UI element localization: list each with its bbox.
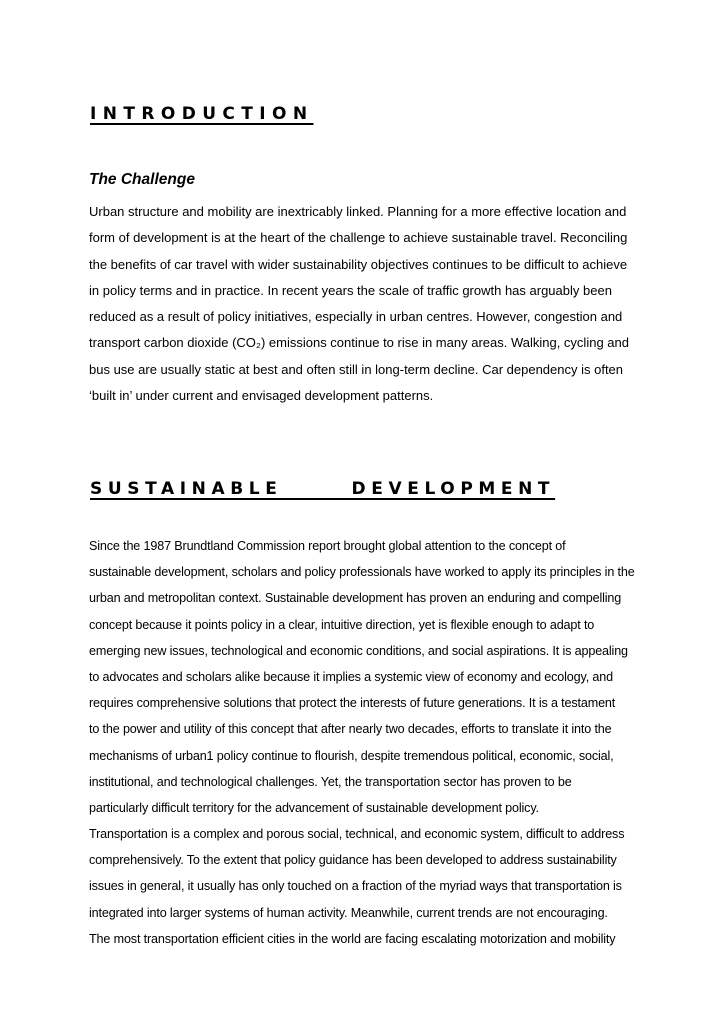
paragraph-line: in policy terms and in practice. In recent years the scale of traffic growth has arguably been [89, 282, 612, 298]
paragraph-line: mechanisms of urban1 policy continue to flourish, despite tremendous political, economic, social, [89, 748, 614, 763]
paragraph-line: Urban structure and mobility are inextricably linked. Planning for a more effective location and [89, 204, 627, 219]
paragraph-line: ‘built in’ under current and envisaged development patterns. [89, 388, 434, 404]
introduction-heading: INTRODUCTION [90, 104, 314, 124]
paragraph-line: comprehensively. To the extent that policy guidance has been developed to address sustainability [89, 853, 617, 868]
paragraph-line: issues in general, it usually has only touched on a fraction of the myriad ways that transportation is [89, 879, 622, 894]
paragraph-line: The most transportation efficient cities in the world are facing escalating motorization and mobility [89, 931, 616, 946]
paragraph-line: requires comprehensive solutions that protect the interests of future generations. It is a testament [89, 696, 616, 711]
paragraph-line: integrated into larger systems of human activity. Meanwhile, current trends are not encouraging. [89, 905, 608, 920]
paragraph-line: reduced as a result of policy initiatives, especially in urban centres. However, congestion and [89, 309, 623, 325]
sustainable-development-heading: SUSTAINABLE DEVELOPMENT [90, 479, 556, 499]
paragraph-line: concept because it points policy in a clear, intuitive direction, yet is flexible enough to adapt to [89, 617, 595, 632]
paragraph-line: bus use are usually static at best and often still in long-term decline. Car dependency is often [89, 361, 624, 377]
paragraph-line: emerging new issues, technological and economic conditions, and social aspirations. It is appealing [89, 643, 628, 658]
the-challenge-subheading: The Challenge [89, 171, 195, 188]
introduction-paragraph [89, 199, 629, 409]
paragraph-line: to advocates and scholars alike because it implies a systemic view of economy and ecology, and [89, 669, 613, 684]
paragraph-line: to the power and utility of this concept that after nearly two decades, efforts to translate it into the [89, 722, 612, 737]
paragraph-line: institutional, and technological challenges. Yet, the transportation sector has proven to be [89, 774, 572, 789]
paragraph-line: the benefits of car travel with wider sustainability objectives continues to be difficult to achieve [89, 256, 628, 272]
sustainable-development-paragraph [89, 533, 635, 952]
paragraph-line: Since the 1987 Brundtland Commission report brought global attention to the concept of [89, 539, 566, 553]
paragraph-line: urban and metropolitan context. Sustainable development has proven an enduring and compelling [89, 591, 622, 606]
paragraph-line: particularly difficult territory for the advancement of sustainable development policy. [89, 800, 539, 815]
paragraph-line: sustainable development, scholars and policy professionals have worked to apply its principles in the [89, 565, 635, 580]
paragraph-line: Transportation is a complex and porous social, technical, and economic system, difficult to address [89, 827, 625, 842]
paragraph-line: transport carbon dioxide (CO₂) emissions continue to rise in many areas. Walking, cycling and [89, 335, 629, 351]
paragraph-line: form of development is at the heart of the challenge to achieve sustainable travel. Reconciling [89, 230, 628, 246]
